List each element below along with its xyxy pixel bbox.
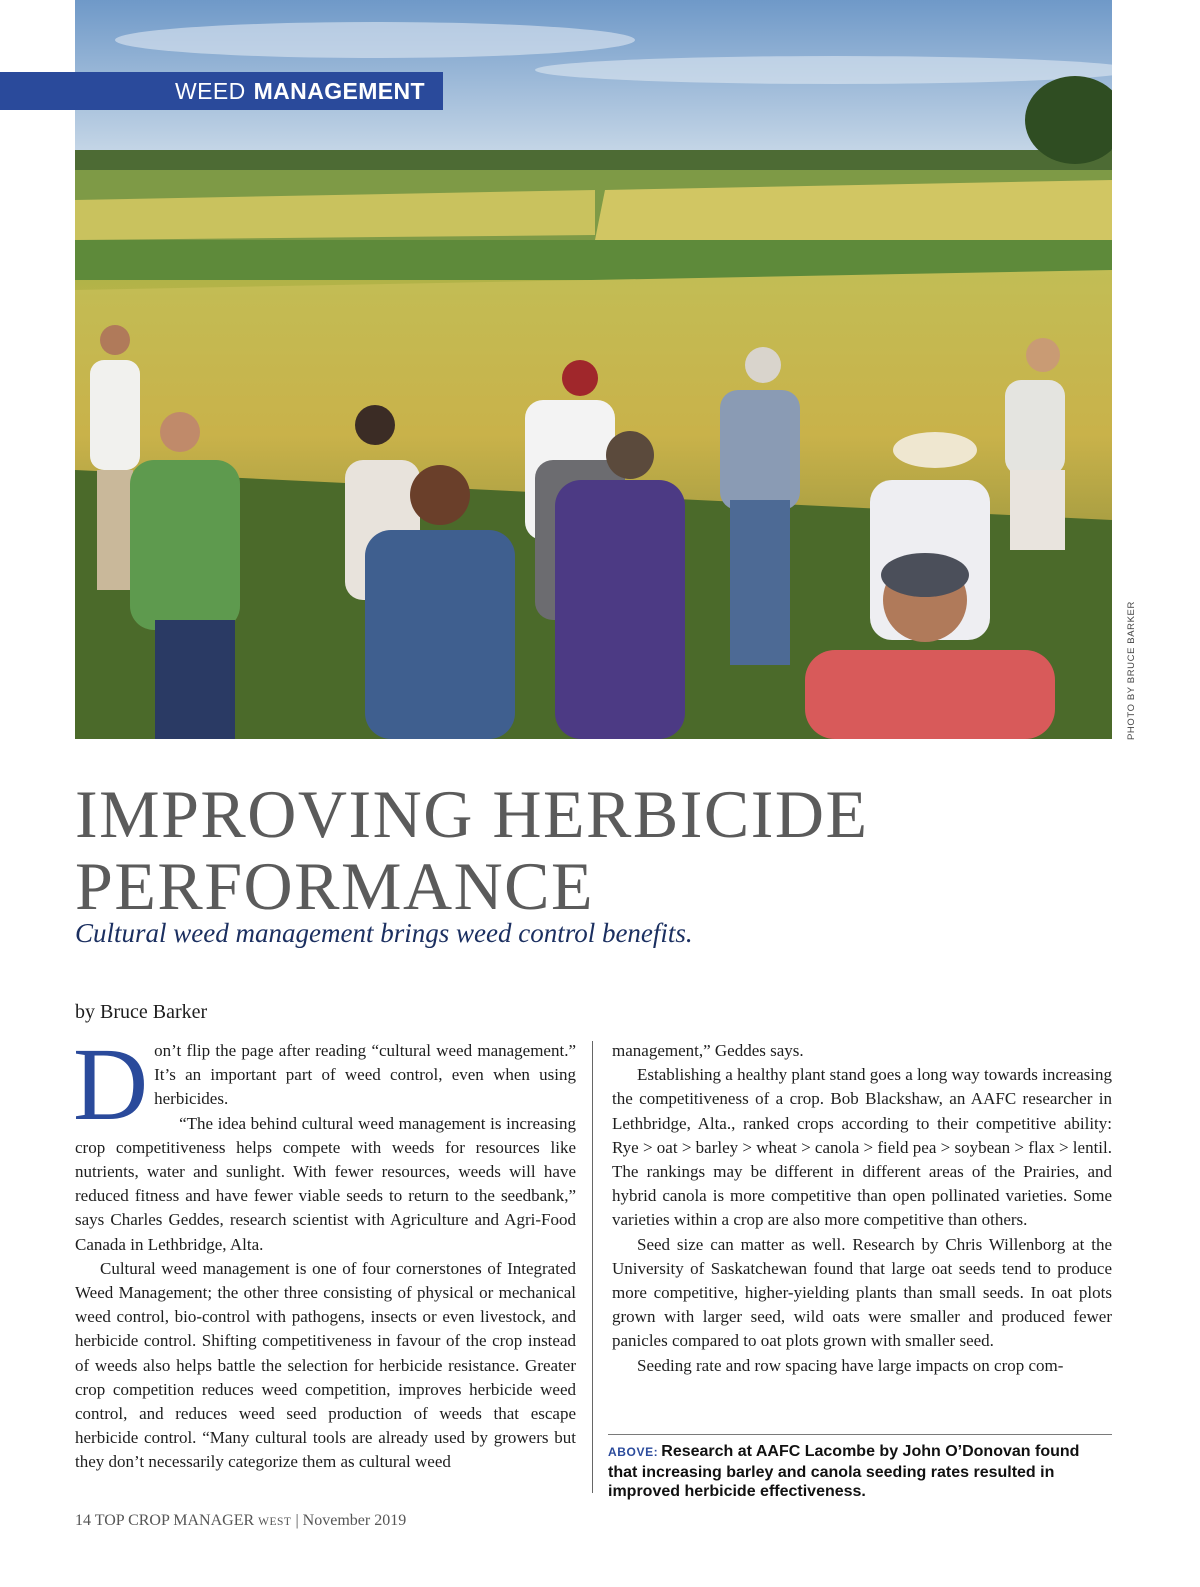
body-column-right [612,1039,1112,1378]
paragraph [73,1027,576,1142]
column-divider [592,1041,593,1493]
paragraph: Seeding rate and row spacing have large impacts on crop com- [637,1355,1064,1375]
byline: by Bruce Barker [75,1001,208,1023]
paragraph: Establishing a healthy plant stand goes a long way towards increasing the competitiveness of a crop. Bob Blackshaw, an AAFC researcher in Lethbridge, Alta., ranked crops according to their competitive ability: Rye > oat > barley > wheat > canola > field pea > soybean > flax > lentil. The rankings may be different in different areas of the Prairies, and hybrid canola is more competitive than open pollinated varieties. Some varieties within a crop are also more competitive than others. [612,1065,1112,1230]
headline-line-2: PERFORMANCE [75,848,595,924]
article-photo [75,0,1112,739]
caption-text: Research at AAFC Lacombe by John O’Donovan found that increasing barley and canola seeding rates resulted in improved herbicide effectiveness. [608,1443,1080,1500]
section-label-light: WEED [175,77,246,104]
caption-lead: ABOVE: [608,1445,659,1459]
magazine-name: TOP CROP MANAGER [94,1512,255,1529]
footer-separator: | [295,1512,299,1529]
page-number: 14 [75,1512,91,1529]
paragraph: management,” Geddes says. [612,1041,804,1060]
paragraph: Cultural weed management is one of four cornerstones of Integrated Weed Management; the other three consisting of physical or mechanical weed control, bio-control with pathogens, insects or even livestock, and herbicide control. Shifting competitiveness in favour of the crop instead of weeds also helps battle the selection for herbicide resistance. Greater crop competition reduces weed competition, improves herbicide weed control, and reduces weed seed production of weeds that escape herbicide control. “Many cultural tools are already used by growers but they don’t necessarily categorize them as cultural weed [75,1258,576,1472]
headline-line-1: IMPROVING HERBICIDE [75,776,869,852]
section-banner [0,72,443,110]
magazine-edition: WEST [258,1516,292,1528]
section-label-bold: MANAGEMENT [253,77,425,104]
paragraph: “The idea behind cultural weed management is increasing crop competitiveness helps compete with weeds for resources like nutrients, water and sunlight. With fewer resources, weeds will have reduced fitness and have fewer viable seeds to return to the seedbank,” says Charles Geddes, research scientist with Agriculture and Agri-Food Canada in Lethbridge, Alta. [75,1113,576,1254]
field-tour-photo [75,0,1112,739]
page-footer [75,1512,406,1530]
drop-cap: D [73,1027,149,1142]
photo-caption [608,1442,1112,1502]
caption-rule [608,1434,1112,1435]
article-headline [75,778,1075,922]
paragraph: Seed size can matter as well. Research by Chris Willenborg at the University of Saskatchewan found that large oat seeds tend to produce more competitive, higher-yielding plants than small seeds. In oat plots grown with larger seed, wild oats were smaller and produced fewer panicles compared to oat plots grown with smaller seed. [612,1234,1112,1351]
body-column-left [73,1027,576,1475]
article-deck: Cultural weed management brings weed control benefits. [75,918,693,948]
issue-date: November 2019 [302,1512,407,1529]
photo-credit: PHOTO BY BRUCE BARKER [1126,601,1137,740]
paragraph-text: on’t flip the page after reading “cultural weed management.” It’s an important part of weed control, even when using herbicides. [154,1041,576,1109]
